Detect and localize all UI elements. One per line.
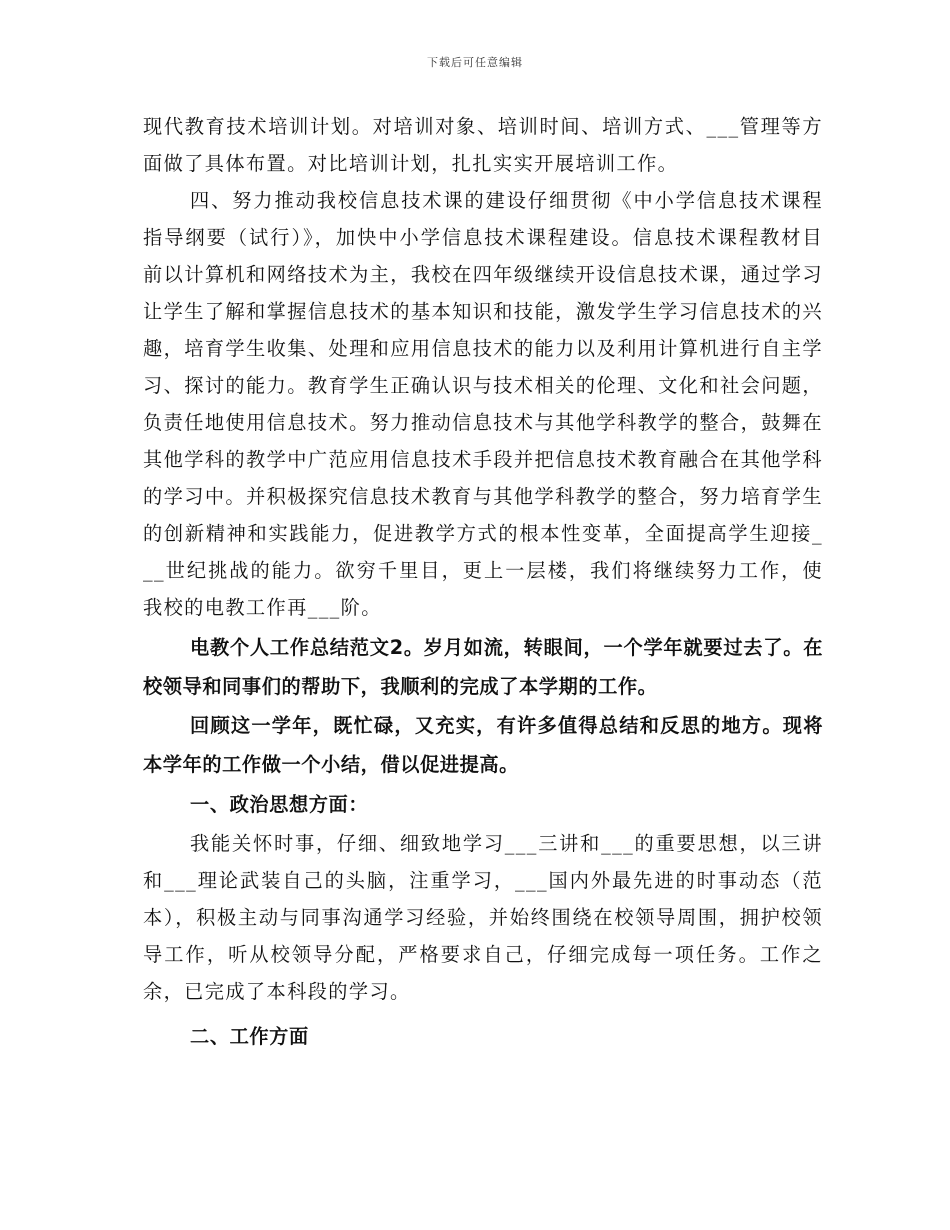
paragraph-political: 我能关怀时事，仔细、细致地学习___三讲和___的重要思想，以三讲和___理论武装自己的头脑，注重学习，___国内外最先进的时事动态（范本），积极主动与同事沟通学习经验，并始终围绕在校领导周围，拥护校领导工作，听从校领导分配，严格要求自己，仔细完成每一项任务。工作之余，已完成了本科段的学习。 <box>143 832 823 1003</box>
paragraph-summary-title: 电教个人工作总结范文2。岁月如流，转眼间，一个学年就要过去了。在校领导和同事们的帮助下，我顺利的完成了本学期的工作。 <box>143 636 823 698</box>
heading-political: 一、政治思想方面： <box>190 793 369 816</box>
page-header: 下载后可任意编辑 <box>427 56 523 69</box>
heading-work: 二、工作方面 <box>190 1025 309 1048</box>
paragraph-review: 回顾这一学年，既忙碌，又充实，有许多值得总结和反思的地方。现将本学年的工作做一个小结，借以促进提高。 <box>143 714 823 776</box>
document-body <box>143 108 823 1057</box>
paragraph-section-four: 四、努力推动我校信息技术课的建设仔细贯彻《中小学信息技术课程指导纲要（试行）》，加快中小学信息技术课程建设。信息技术课程教材目前以计算机和网络技术为主，我校在四年级继续开设信息技术课，通过学习让学生了解和掌握信息技术的基本知识和技能，激发学生学习信息技术的兴趣，培育学生收集、处理和应用信息技术的能力以及利用计算机进行自主学习、探讨的能力。教育学生正确认识与技术相关的伦理、文化和社会问题，负责任地使用信息技术。努力推动信息技术与其他学科教学的整合，鼓舞在其他学科的教学中广范应用信息技术手段并把信息技术教育融合在其他学科的学习中。并积极探究信息技术教育与其他学科教学的整合，努力培育学生的创新精神和实践能力，促进教学方式的根本性变革，全面提高学生迎接___世纪挑战的能力。欲穷千里目，更上一层楼，我们将继续努力工作，使我校的电教工作再___阶。 <box>143 189 823 619</box>
paragraph-continuation: 现代教育技术培训计划。对培训对象、培训时间、培训方式、___管理等方面做了具体布置。对比培训计划，扎扎实实开展培训工作。 <box>143 115 823 175</box>
